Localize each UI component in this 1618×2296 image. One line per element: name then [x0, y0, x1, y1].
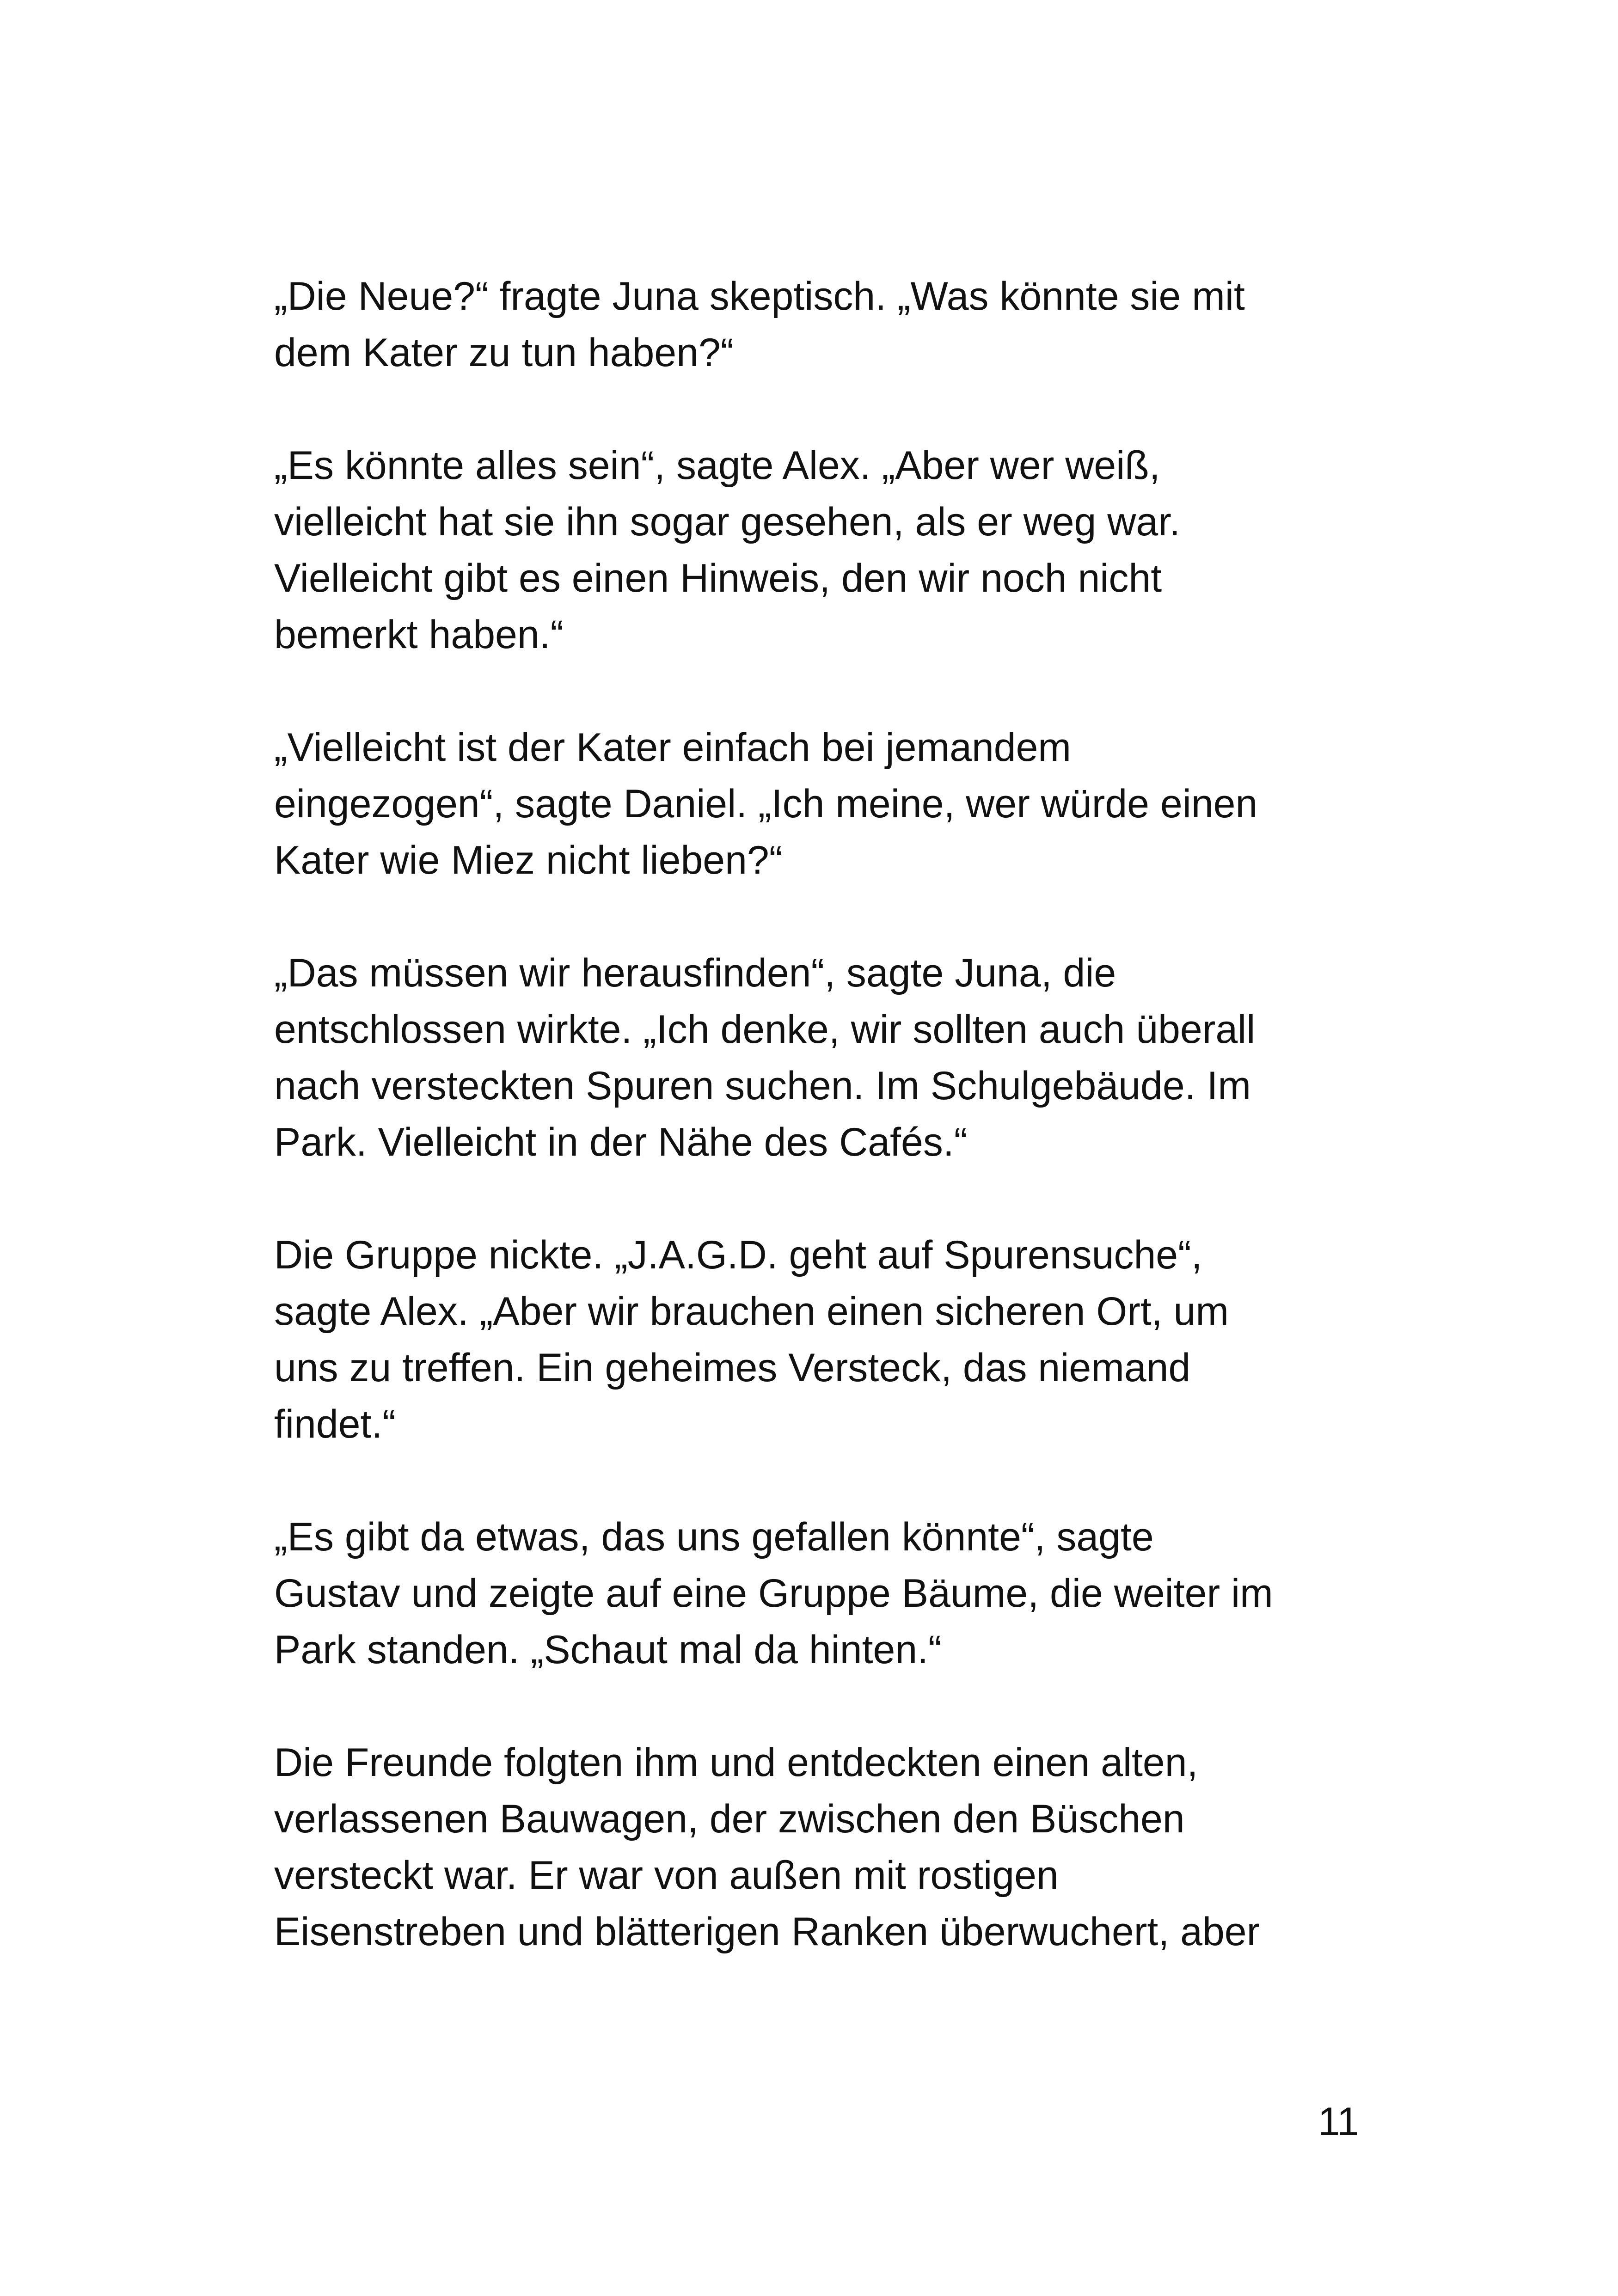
paragraph-5	[274, 1227, 1393, 1452]
text-line: Die Freunde folgten ihm und entdeckten einen alten,	[274, 1740, 1198, 1785]
text-line: „Die Neue?“ fragte Juna skeptisch. „Was könnte sie mit	[274, 274, 1245, 318]
text-line: eingezogen“, sagte Daniel. „Ich meine, wer würde einen	[274, 782, 1258, 826]
text-line: uns zu treffen. Ein geheimes Versteck, das niemand	[274, 1346, 1191, 1390]
text-line: findet.“	[274, 1402, 396, 1446]
text-line: „Das müssen wir herausfinden“, sagte Juna, die	[274, 951, 1116, 995]
text-line: Park standen. „Schaut mal da hinten.“	[274, 1628, 942, 1672]
page-number: 11	[1318, 2100, 1359, 2144]
text-line: Park. Vielleicht in der Nähe des Cafés.“	[274, 1120, 968, 1164]
text-line: dem Kater zu tun haben?“	[274, 331, 734, 375]
text-line: vielleicht hat sie ihn sogar gesehen, als er weg war.	[274, 500, 1180, 544]
text-line: Die Gruppe nickte. „J.A.G.D. geht auf Spurensuche“,	[274, 1233, 1202, 1277]
text-line: „Vielleicht ist der Kater einfach bei jemandem	[274, 725, 1072, 770]
text-line: Kater wie Miez nicht lieben?“	[274, 838, 783, 882]
text-line: „Es gibt da etwas, das uns gefallen könnte“, sagte	[274, 1515, 1154, 1559]
paragraph-3	[274, 719, 1393, 888]
text-line: versteckt war. Er war von außen mit rostigen	[274, 1853, 1059, 1898]
text-line: bemerkt haben.“	[274, 612, 564, 657]
page-body-text	[274, 268, 1393, 2016]
paragraph-6	[274, 1509, 1393, 1678]
text-line: sagte Alex. „Aber wir brauchen einen sicheren Ort, um	[274, 1289, 1229, 1334]
text-line: Vielleicht gibt es einen Hinweis, den wir noch nicht	[274, 556, 1162, 600]
text-line: verlassenen Bauwagen, der zwischen den Büschen	[274, 1797, 1185, 1841]
paragraph-4	[274, 945, 1393, 1170]
text-line: nach versteckten Spuren suchen. Im Schulgebäude. Im	[274, 1064, 1251, 1108]
paragraph-7	[274, 1734, 1393, 1960]
paragraph-2	[274, 437, 1393, 663]
text-line: „Es könnte alles sein“, sagte Alex. „Aber wer weiß,	[274, 443, 1160, 488]
text-line: entschlossen wirkte. „Ich denke, wir sollten auch überall	[274, 1007, 1256, 1052]
paragraph-1	[274, 268, 1393, 381]
text-line: Gustav und zeigte auf eine Gruppe Bäume, die weiter im	[274, 1571, 1273, 1616]
text-line: Eisenstreben und blätterigen Ranken überwuchert, aber	[274, 1910, 1260, 1954]
